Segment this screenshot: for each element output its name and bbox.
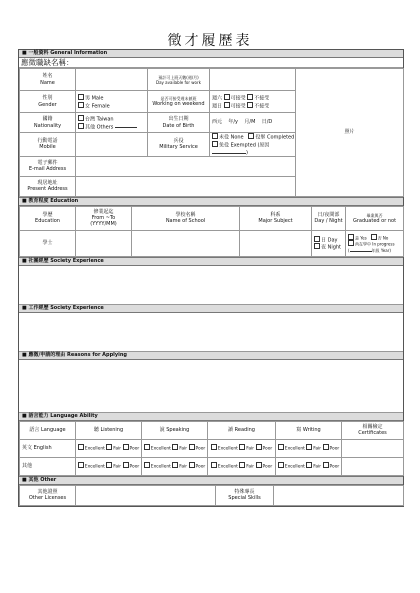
lang-header: 語言 Language [20, 421, 76, 439]
section-reasons: ■ 應徵/申請的理由 Reasons for Applying [19, 352, 403, 360]
other-table [19, 485, 404, 506]
licenses-field[interactable] [76, 485, 216, 505]
resume-form [18, 49, 404, 507]
applying-position-field[interactable]: 應徵職缺名稱： [19, 58, 403, 68]
speaking-header: 說 Speaking [142, 421, 208, 439]
licenses-label: 其他證照 Other Licenses [20, 485, 76, 505]
edu-graduated-options[interactable]: 是 Yes 否 No 尚在學中 In progress ( 年級 Year) [346, 230, 404, 256]
language-table [19, 421, 404, 476]
edu-major-header: 科系 Major Subject [240, 206, 312, 230]
work-experience-area[interactable] [19, 313, 403, 352]
other-speaking-options[interactable]: Excellent Fair Poor [142, 457, 208, 475]
edu-period-field[interactable] [76, 230, 132, 256]
edu-daynight-header: 日/夜間部 Day / Night [312, 206, 346, 230]
general-table [19, 68, 404, 197]
address-label: 現居地址 Present Address [20, 176, 76, 196]
english-speaking-options[interactable]: Excellent Fair Poor [142, 439, 208, 457]
section-other: ■ 其他 Other [19, 476, 403, 485]
english-cert-field[interactable] [342, 439, 404, 457]
name-field[interactable] [76, 69, 148, 91]
english-writing-options[interactable]: Excellent Fair Poor [276, 439, 342, 457]
nationality-label: 國籍 Nationality [20, 113, 76, 133]
others-checkbox[interactable] [78, 123, 84, 129]
military-label: 兵役 Military Service [148, 133, 210, 157]
edu-school-field[interactable] [132, 230, 240, 256]
availability-field[interactable] [210, 69, 296, 91]
male-checkbox[interactable] [78, 94, 84, 100]
nationality-options[interactable]: 台灣 Taiwan 其他 Others [76, 113, 148, 133]
edu-daynight-options[interactable]: 日 Day 夜 Night [312, 230, 346, 256]
edu-degree-header: 學歷 Education [20, 206, 76, 230]
section-work: ■ 工作經歷 Society Experience [19, 305, 403, 313]
weekend-label: 是否可接受週末値班 Working on weekend [148, 91, 210, 113]
gender-options[interactable]: 男 Male 女 Female [76, 91, 148, 113]
writing-header: 寫 Writing [276, 421, 342, 439]
weekend-options[interactable]: 週六 可接受 不接受 週日 可接受 不接受 [210, 91, 296, 113]
english-listening-options[interactable]: Excellent Fair Poor [76, 439, 142, 457]
reading-header: 讀 Reading [208, 421, 276, 439]
section-society: ■ 社團經歷 Society Experience [19, 257, 403, 266]
certificates-header: 相關檢定 Certificates [342, 421, 404, 439]
reasons-area[interactable] [19, 360, 403, 413]
section-language: ■ 語言能力 Language Ability [19, 413, 403, 421]
edu-school-header: 學校名稱 Name of School [132, 206, 240, 230]
edu-graduated-header: 畢業與否 Graduated or not [346, 206, 404, 230]
name-label: 姓名 Name [20, 69, 76, 91]
section-education: ■ 教育程度 Education [19, 197, 403, 206]
gender-label: 性別 Gender [20, 91, 76, 113]
lang-english-label: 英文 English [20, 439, 76, 457]
email-field[interactable] [76, 156, 296, 176]
lang-row-other [20, 457, 404, 475]
dob-field[interactable]: 西元 年/y 月/M 日/D [210, 113, 296, 133]
other-cert-field[interactable] [342, 457, 404, 475]
english-reading-options[interactable]: Excellent Fair Poor [208, 439, 276, 457]
edu-period-header: 修業起迄 From ~To (YYYY/MM) [76, 206, 132, 230]
mobile-label: 行動電話 Mobile [20, 133, 76, 157]
edu-major-field[interactable] [240, 230, 312, 256]
other-reading-options[interactable]: Excellent Fair Poor [208, 457, 276, 475]
lang-row-english [20, 439, 404, 457]
email-label: 電子郵件 E-mail Address [20, 156, 76, 176]
other-listening-options[interactable]: Excellent Fair Poor [76, 457, 142, 475]
education-table [19, 206, 404, 257]
photo-box[interactable]: 照片 [296, 69, 404, 197]
skills-label: 特殊專長 Special Skills [216, 485, 274, 505]
taiwan-checkbox[interactable] [78, 115, 84, 121]
listening-header: 聽 Listening [76, 421, 142, 439]
address-field[interactable] [76, 176, 296, 196]
edu-row-label: 學士 [20, 230, 76, 256]
dob-label: 出生日期 Date of Birth [148, 113, 210, 133]
section-general: ■ 一般資料 General Information [19, 50, 403, 58]
form-title: 徵才履歷表 [167, 33, 253, 49]
lang-other-label: 其他 [20, 457, 76, 475]
availability-label: 預計可上班天數(週/月) Day available for work [148, 69, 210, 91]
mobile-field[interactable] [76, 133, 148, 157]
society-experience-area[interactable] [19, 266, 403, 305]
military-options[interactable]: 未役 None 役畢 Completed 免役 Exempted (原因 ) [210, 133, 296, 157]
skills-field[interactable] [274, 485, 404, 505]
female-checkbox[interactable] [78, 102, 84, 108]
other-writing-options[interactable]: Excellent Fair Poor [276, 457, 342, 475]
